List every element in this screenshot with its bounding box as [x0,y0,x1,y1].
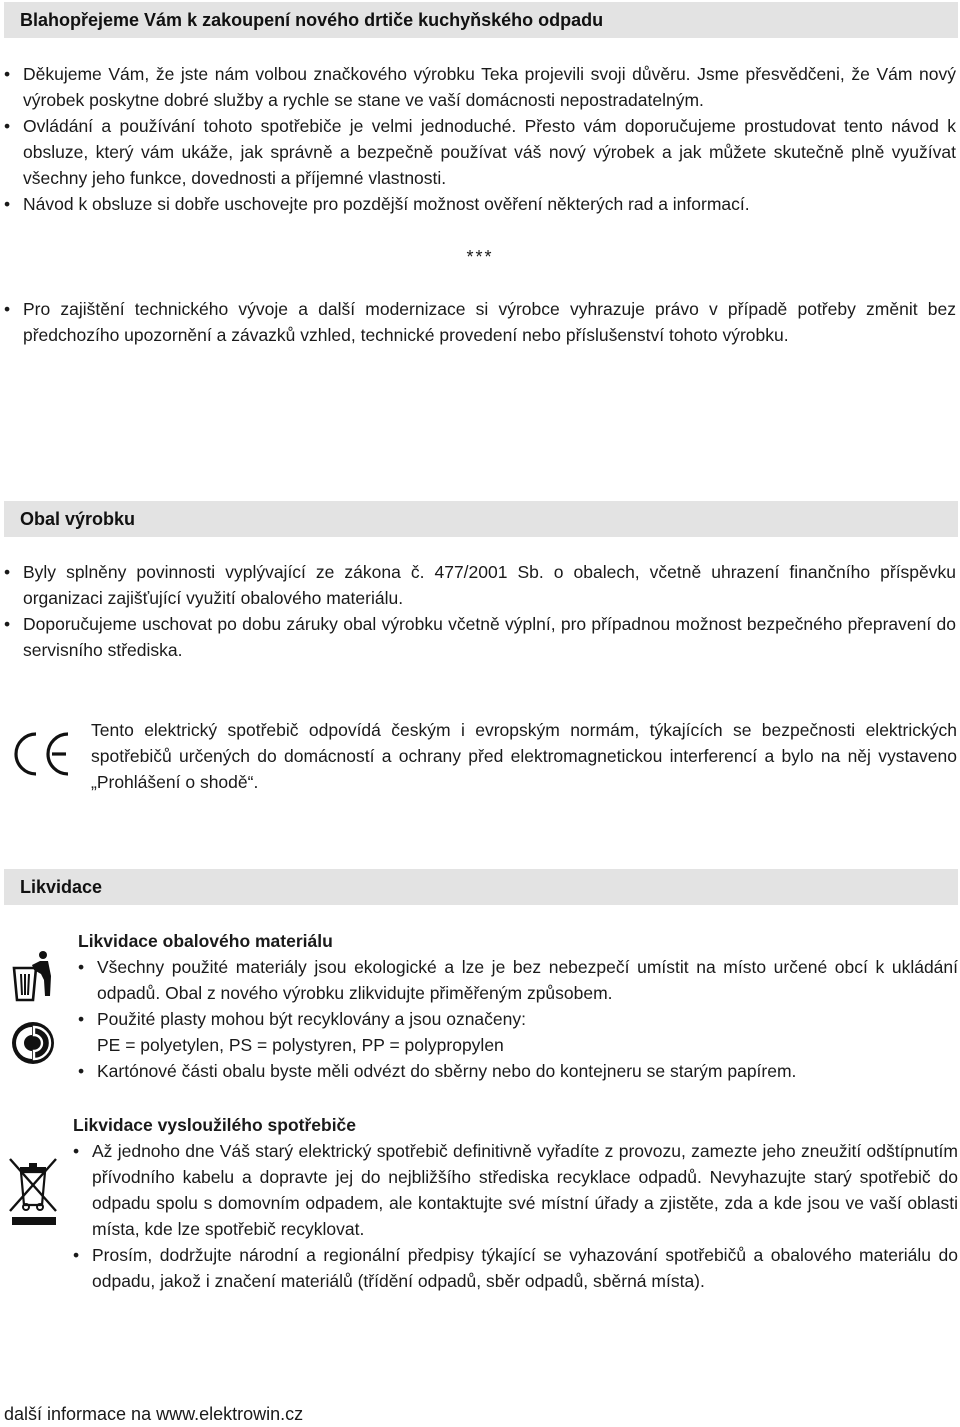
crossed-bin-weee-icon [6,1155,62,1227]
packaging-disposal-list [78,954,958,1084]
list-item: • Pro zajištění technického vývoje a další modernizace si výrobce vyhrazuje právo v případě potřeby změnit bez předchozího upozornění a závazků vzhled, technické provedení nebo příslušenství tohoto výrobku. [4,296,956,348]
separator-stars: *** [466,247,494,267]
packaging-list [4,559,956,663]
section-heading-packaging: Obal výrobku [4,501,958,537]
list-item: • Všechny použité materiály jsou ekologické a lze je bez nebezpečí umístit na místo určené obcí k ukládání odpadů. Obal z nového výrobku zlikvidujte přiměřeným způsobem. [78,954,958,1006]
note-list [4,296,956,348]
list-item: • Až jednoho dne Váš starý elektrický spotřebič definitivně vyřadíte z provozu, zamezte jeho zneužití odštípnutím přívodního kabelu a dopravte jej do nejbližšího střediska recyklace odpadů. Nevyhazujte starý spotřebič do odpadu spolu s domovním odpadem, ale kontaktujte své místní úřady a zjistěte, zda a kde jsou ve vaší oblasti místa, kde lze spotřebič recyklovat. [73,1138,958,1242]
list-item-line: PE = polyetylen, PS = polystyren, PP = polypropylen [97,1035,504,1055]
packaging-disposal [78,928,958,1084]
list-item: • Doporučujeme uschovat po dobu záruky obal výrobku včetně výplní, pro případnou možnost bezpečného přepravení do servisního střediska. [4,611,956,663]
appliance-disposal-list [73,1138,958,1294]
list-item: • Návod k obsluze si dobře uschovejte pro pozdější možnost ověření některých rad a informací. [4,191,956,217]
appliance-disposal-heading: Likvidace vysloužilého spotřebiče [73,1115,357,1135]
note-wrap [4,296,956,348]
green-dot-recycling-icon [10,1020,56,1066]
list-item: • Prosím, dodržujte národní a regionální předpisy týkající se vyhazování spotřebičů a obalového materiálu do odpadu, jakož i značení materiálů (třídění odpadů, sběr odpadů, sběrná místa). [73,1242,958,1294]
section-heading-disposal: Likvidace [4,869,958,905]
section-heading-congratulations: Blahopřejeme Vám k zakoupení nového drtiče kuchyňského odpadu [4,2,958,38]
ce-text: Tento elektrický spotřebič odpovídá českým i evropským normám, týkajících se bezpečnosti elektrických spotřebičů určených do domácností a ochrany před elektromagnetickou interferencí a bylo na něj vystaveno „Prohlášení o shodě“. [91,720,957,792]
ce-mark-icon [8,728,72,780]
packaging-list-wrap [4,559,956,663]
list-item-line: • Použité plasty mohou být recyklovány a jsou označeny: [97,1009,526,1029]
list-item: • Ovládání a používání tohoto spotřebiče je velmi jednoduché. Přesto vám doporučujeme prostudovat tento návod k obsluze, který vám ukáže, jak správně a bezpečně používat váš nový výrobek a jak můžete skutečně plně využívat všechny jeho funkce, dovednosti a příjemné vlastnosti. [4,113,956,191]
intro-list [4,61,956,217]
tidyman-bin-icon [10,950,56,1004]
list-item: • Děkujeme Vám, že jste nám volbou značkového výrobku Teka projevili svoji důvěru. Jsme přesvědčeni, že Vám nový výrobek poskytne dobré služby a rychle se stane ve vaší domácnosti nepostradatelným. [4,61,956,113]
footer-info-link[interactable]: další informace na www.elektrowin.cz [4,1404,304,1424]
packaging-disposal-heading: Likvidace obalového materiálu [78,931,333,951]
list-item [78,1006,958,1058]
appliance-disposal [73,1112,958,1294]
list-item: • Byly splněny povinnosti vyplývající ze zákona č. 477/2001 Sb. o obalech, včetně uhrazení finančního příspěvku organizaci zajišťující využití obalového materiálu. [4,559,956,611]
intro-list-wrap [4,61,956,217]
list-item: • Kartónové části obalu byste měli odvézt do sběrny nebo do kontejneru se starým papírem. [78,1058,958,1084]
